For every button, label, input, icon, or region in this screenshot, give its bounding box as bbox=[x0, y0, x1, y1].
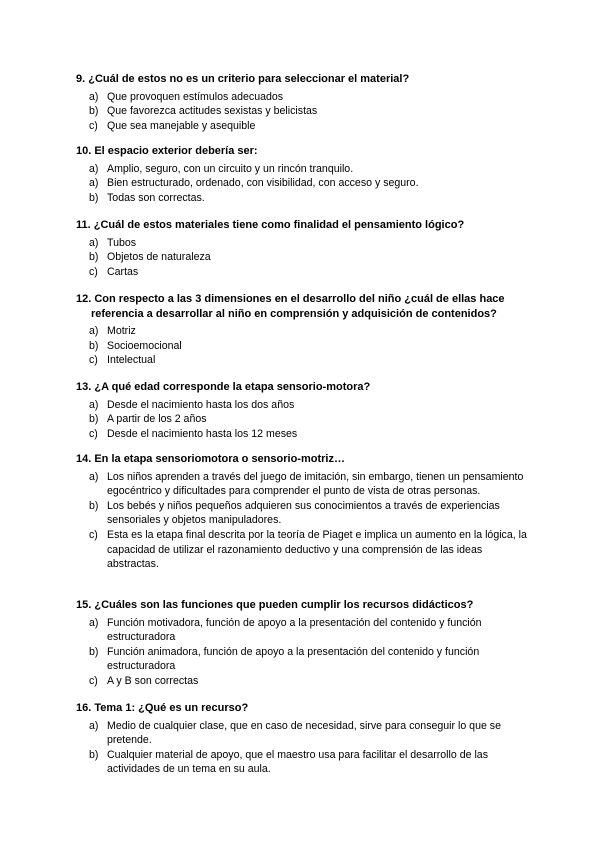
option-letter: c) bbox=[89, 427, 98, 440]
question-title: 13. ¿A qué edad corresponde la etapa sensorio-motora? bbox=[76, 381, 371, 393]
question-16 bbox=[76, 701, 536, 777]
option-list bbox=[76, 162, 536, 206]
option-item bbox=[76, 398, 536, 413]
option-text: A partir de los 2 años bbox=[107, 413, 207, 426]
option-item bbox=[76, 499, 536, 528]
option-letter: c) bbox=[89, 354, 98, 367]
option-text: Bien estructurado, ordenado, con visibilidad, con acceso y seguro. bbox=[107, 177, 419, 190]
option-item bbox=[76, 119, 536, 134]
option-text: Los niños aprenden a través del juego de imitación, sin embargo, tienen un pensamiento egocéntrico y dificultades para comprender el punto de vista de otras personas. bbox=[107, 470, 524, 498]
option-item bbox=[76, 645, 536, 674]
option-item bbox=[76, 748, 536, 777]
option-list bbox=[76, 324, 536, 368]
option-item bbox=[76, 427, 536, 442]
option-text: Medio de cualquier clase, que en caso de necesidad, sirve para conseguir lo que se pretende. bbox=[107, 719, 501, 747]
option-list bbox=[76, 470, 536, 572]
option-letter: a) bbox=[89, 719, 99, 732]
option-list bbox=[76, 398, 536, 442]
option-text: Esta es la etapa final descrita por la teoría de Piaget e implica un aumento en la lógica, la capacidad de utilizar el razonamiento deductivo y una comprensión de las ideas abstractas. bbox=[107, 528, 527, 571]
option-item bbox=[76, 616, 536, 645]
option-item bbox=[76, 470, 536, 499]
option-text: Función animadora, función de apoyo a la presentación del contenido y función estructuradora bbox=[107, 645, 480, 673]
option-letter: a) bbox=[89, 236, 99, 249]
question-12 bbox=[76, 292, 536, 368]
option-text: Objetos de naturaleza bbox=[107, 251, 211, 264]
option-item bbox=[76, 353, 536, 368]
option-text: Cartas bbox=[107, 265, 139, 278]
option-item bbox=[76, 162, 536, 177]
question-9 bbox=[76, 72, 536, 133]
option-letter: b) bbox=[89, 499, 99, 512]
question-15 bbox=[76, 598, 536, 689]
option-letter: c) bbox=[89, 528, 98, 541]
option-letter: a) bbox=[89, 325, 99, 338]
question-title: 11. ¿Cuál de estos materiales tiene como finalidad el pensamiento lógico? bbox=[76, 219, 465, 231]
option-letter: a) bbox=[89, 162, 99, 175]
question-11 bbox=[76, 218, 536, 279]
option-letter: a) bbox=[89, 398, 99, 411]
option-letter: b) bbox=[89, 748, 99, 761]
option-list bbox=[76, 719, 536, 777]
option-letter: c) bbox=[89, 265, 98, 278]
option-item bbox=[76, 265, 536, 280]
option-item bbox=[76, 528, 536, 572]
option-text: Que provoquen estímulos adecuados bbox=[107, 90, 284, 103]
option-item bbox=[76, 412, 536, 427]
option-text: Desde el nacimiento hasta los dos años bbox=[107, 398, 295, 411]
option-letter: b) bbox=[89, 105, 99, 118]
option-list bbox=[76, 616, 536, 689]
option-text: Tubos bbox=[107, 236, 137, 249]
option-letter: b) bbox=[89, 251, 99, 264]
option-text: Función motivadora, función de apoyo a la presentación del contenido y función estructuradora bbox=[107, 616, 482, 644]
question-title: 15. ¿Cuáles son las funciones que pueden cumplir los recursos didácticos? bbox=[76, 599, 474, 611]
option-text: A y B son correctas bbox=[107, 674, 199, 687]
question-title bbox=[76, 292, 536, 321]
option-letter: b) bbox=[89, 191, 99, 204]
option-text: Que sea manejable y asequible bbox=[107, 119, 256, 132]
option-letter: a) bbox=[89, 177, 99, 190]
option-item bbox=[76, 339, 536, 354]
question-13 bbox=[76, 380, 536, 441]
question-title: 9. ¿Cuál de estos no es un criterio para seleccionar el material? bbox=[76, 73, 410, 85]
option-item bbox=[76, 719, 536, 748]
question-title-continuation: referencia a desarrollar al niño en comprensión y adquisición de contenidos? bbox=[91, 307, 497, 320]
option-text: Que favorezca actitudes sexistas y belicistas bbox=[107, 105, 318, 118]
option-list bbox=[76, 236, 536, 280]
option-letter: a) bbox=[89, 90, 99, 103]
option-text: Cualquier material de apoyo, que el maestro usa para facilitar el desarrollo de las actividades de un tema en su aula. bbox=[107, 748, 488, 776]
option-letter: a) bbox=[89, 616, 99, 629]
option-item bbox=[76, 90, 536, 105]
option-letter: a) bbox=[89, 470, 99, 483]
option-text: Motriz bbox=[107, 325, 136, 338]
question-title: 14. En la etapa sensoriomotora o sensorio-motriz… bbox=[76, 453, 345, 465]
option-text: Los bebés y niños pequeños adquieren sus conocimientos a través de experiencias sensoriales y objetos manipuladores. bbox=[107, 499, 500, 527]
option-letter: c) bbox=[89, 119, 98, 132]
question-title: 10. El espacio exterior debería ser: bbox=[76, 145, 258, 157]
option-text: Intelectual bbox=[107, 354, 156, 367]
question-title-line: 12. Con respecto a las 3 dimensiones en el desarrollo del niño ¿cuál de ellas hace bbox=[76, 293, 505, 305]
option-letter: b) bbox=[89, 413, 99, 426]
option-item bbox=[76, 324, 536, 339]
question-14 bbox=[76, 452, 536, 572]
option-item bbox=[76, 191, 536, 206]
option-item bbox=[76, 104, 536, 119]
option-item bbox=[76, 236, 536, 251]
option-letter: b) bbox=[89, 339, 99, 352]
option-text: Todas son correctas. bbox=[107, 191, 205, 204]
option-item bbox=[76, 674, 536, 689]
option-letter: b) bbox=[89, 645, 99, 658]
option-text: Socioemocional bbox=[107, 339, 182, 352]
option-item bbox=[76, 250, 536, 265]
option-item bbox=[76, 176, 536, 191]
option-text: Desde el nacimiento hasta los 12 meses bbox=[107, 427, 298, 440]
question-10 bbox=[76, 144, 536, 205]
option-letter: c) bbox=[89, 674, 98, 687]
question-title: 16. Tema 1: ¿Qué es un recurso? bbox=[76, 702, 249, 714]
option-list bbox=[76, 90, 536, 134]
option-text: Amplio, seguro, con un circuito y un rincón tranquilo. bbox=[107, 162, 354, 175]
